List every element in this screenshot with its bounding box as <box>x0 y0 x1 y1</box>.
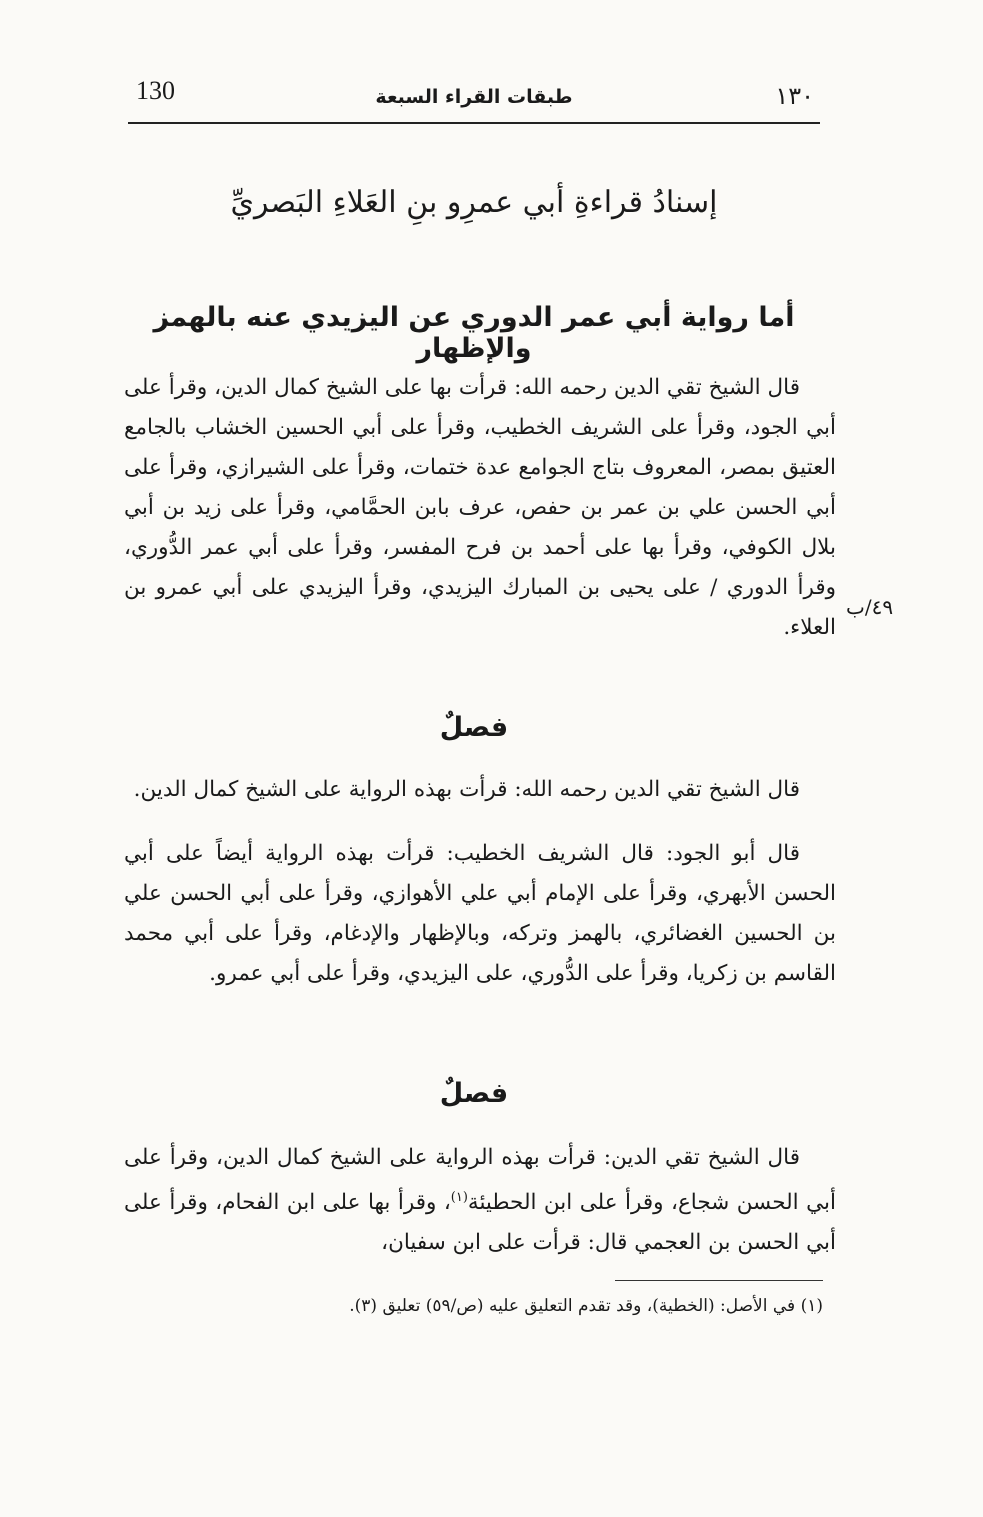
paragraph-4-part-1: قال الشيخ تقي الدين: قرأت بهذه الرواية على الشيخ كمال الدين، وقرأ على أبي الحسن شجاع، وقرأ على ابن الحطيئة <box>124 1145 836 1216</box>
manuscript-folio-note: ٤٩/ب <box>846 595 894 619</box>
footnote-reference: (١) <box>450 1190 468 1205</box>
paragraph-2: قال الشيخ تقي الدين رحمه الله: قرأت بهذه الرواية على الشيخ كمال الدين. <box>133 777 800 802</box>
page-header <box>128 72 820 124</box>
footnote: (١) في الأصل: (الخطية)، وقد تقدم التعليق عليه (ص/٥٩) تعليق (٣). <box>349 1296 823 1316</box>
running-title: طبقات القراء السبعة <box>375 86 573 108</box>
footnote-divider <box>615 1280 823 1281</box>
paragraph-3: قال أبو الجود: قال الشريف الخطيب: قرأت بهذه الرواية أيضاً على أبي الحسن الأبهري، وقرأ على الإمام أبي علي الأهوازي، وقرأ على أبي الحسن علي بن الحسين الغضائري، بالهمز وتركه، وبالإظهار والإدغام، وقرأ على أبي محمد القاسم بن زكريا، وقرأ على الدُّوري، على اليزيدي، وقرأ على أبي عمرو. <box>124 841 836 986</box>
section-heading-2: فصلٌ <box>439 1078 509 1109</box>
section-heading-1: فصلٌ <box>439 712 509 743</box>
chapter-title: إسنادُ قراءةِ أبي عمرِو بنِ العَلاءِ البَصريِّ <box>230 185 718 220</box>
paragraph-4 <box>124 1138 836 1263</box>
chapter-subtitle: أما رواية أبي عمر الدوري عن اليزيدي عنه بالهمز والإظهار <box>153 302 795 364</box>
page-number-latin: 130 <box>136 76 175 105</box>
page-number-arabic: ١٣٠ <box>775 82 814 110</box>
paragraph-4-part-2: ، وقرأ بها على ابن الفحام، وقرأ على أبي الحسن بن العجمي قال: قرأت على ابن سفيان، <box>124 1190 836 1256</box>
paragraph-1: قال الشيخ تقي الدين رحمه الله: قرأت بها على الشيخ كمال الدين، وقرأ على أبي الجود، وقرأ على الشريف الخطيب، وقرأ على أبي الحسين الخشاب بالجامع العتيق بمصر، المعروف بتاج الجوامع عدة ختمات، وقرأ على الشيرازي، وقرأ على أبي الحسن علي بن عمر بن حفص، عرف بابن الحمَّامي، وقرأ على زيد بن أبي بلال الكوفي، وقرأ بها على أحمد بن فرح المفسر، وقرأ على أبي عمر الدُّوري، وقرأ الدوري / على يحيى بن المبارك اليزيدي، وقرأ اليزيدي على أبي عمرو بن العلاء. <box>124 375 836 640</box>
